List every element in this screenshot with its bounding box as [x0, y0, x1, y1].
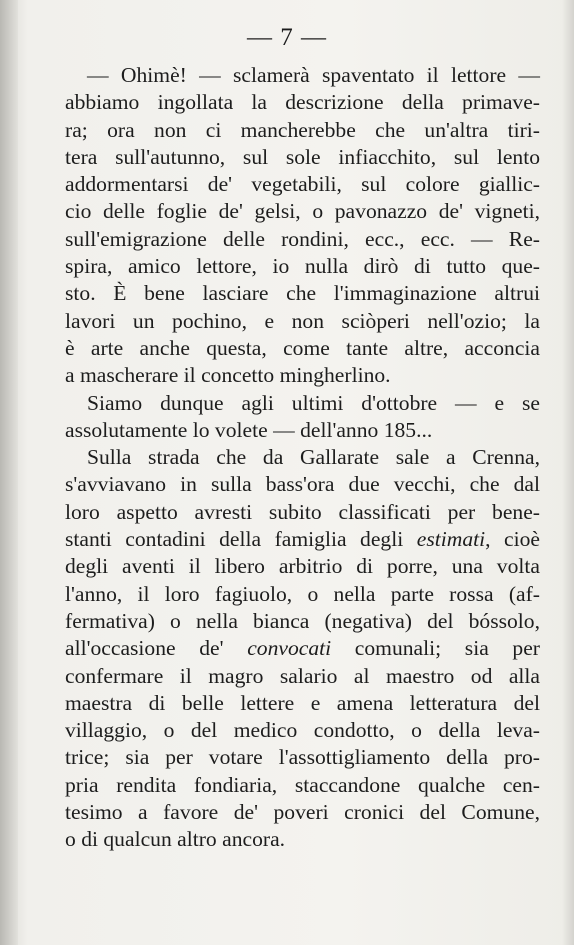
text-line: [65, 526, 540, 553]
text-line: — Ohimè! — sclamerà spaventato il lettore —: [87, 63, 540, 87]
text-fragment: all'occasione de': [65, 636, 248, 661]
text-line: confermare il magro salario al maestro od alla: [65, 663, 540, 688]
text-line: pria rendita fondiaria, staccandone qualche cen-: [65, 772, 540, 797]
body-text: [65, 62, 540, 854]
text-line: fermativa) o nella bianca (negativa) del bóssolo,: [65, 608, 540, 633]
text-line: maestra di belle lettere e amena letteratura del: [65, 690, 540, 715]
text-line: lavori un pochino, e non sciòperi nell'ozio; la: [65, 308, 540, 333]
text-fragment: stanti contadini della famiglia degli: [65, 527, 417, 552]
text-line: Siamo dunque agli ultimi d'ottobre — e se: [87, 390, 540, 415]
text-fragment: comunali; sia per: [331, 636, 540, 661]
text-line: villaggio, o del medico condotto, o della leva-: [65, 718, 540, 743]
text-line: o di qualcun altro ancora.: [65, 827, 286, 852]
text-line: abbiamo ingollata la descrizione della primave-: [65, 90, 540, 115]
text-line: Sulla strada che da Gallarate sale a Crenna,: [87, 445, 540, 470]
text-line: tera sull'autunno, sul sole infiacchito, sul lento: [65, 144, 540, 169]
text-line: a mascherare il concetto mingherlino.: [65, 363, 391, 388]
text-line: è arte anche questa, come tante altre, acconcia: [65, 335, 540, 360]
text-line: l'anno, il loro fagiuolo, o nella parte rossa (af-: [65, 581, 540, 606]
text-line: sull'emigrazione delle rondini, ecc., ecc. — Re-: [65, 226, 540, 251]
italic-term: estimati: [416, 527, 486, 552]
text-line: degli aventi il libero arbitrio di porre, una volta: [65, 554, 540, 579]
text-line: tesimo a favore de' poveri cronici del Comune,: [65, 800, 540, 825]
page-edge-shadow: [562, 0, 574, 945]
text-line: cio delle foglie de' gelsi, o pavonazzo de' vigneti,: [65, 199, 540, 224]
text-line: trice; sia per votare l'assottigliamento della pro-: [65, 745, 540, 770]
text-line: addormentarsi de' vegetabili, sul colore giallic-: [65, 172, 540, 197]
text-line: loro aspetto avresti subito classificati per bene-: [65, 499, 540, 524]
text-line: spira, amico lettore, io nulla dirò di tutto que-: [65, 254, 540, 279]
text-fragment: , cioè: [485, 527, 540, 552]
italic-term: convocati: [247, 636, 332, 661]
text-line: ra; ora non ci mancherebbe che un'altra tiri-: [65, 117, 540, 142]
text-line: assolutamente lo volete — dell'anno 185...: [65, 417, 433, 442]
text-line: s'avviavano in sulla bass'ora due vecchi, che dal: [65, 472, 540, 497]
page-number: — 7 —: [247, 24, 327, 51]
page-spine-shadow: [0, 0, 18, 945]
text-line: [65, 635, 540, 662]
text-line: sto. È bene lasciare che l'immaginazione altrui: [65, 281, 540, 306]
